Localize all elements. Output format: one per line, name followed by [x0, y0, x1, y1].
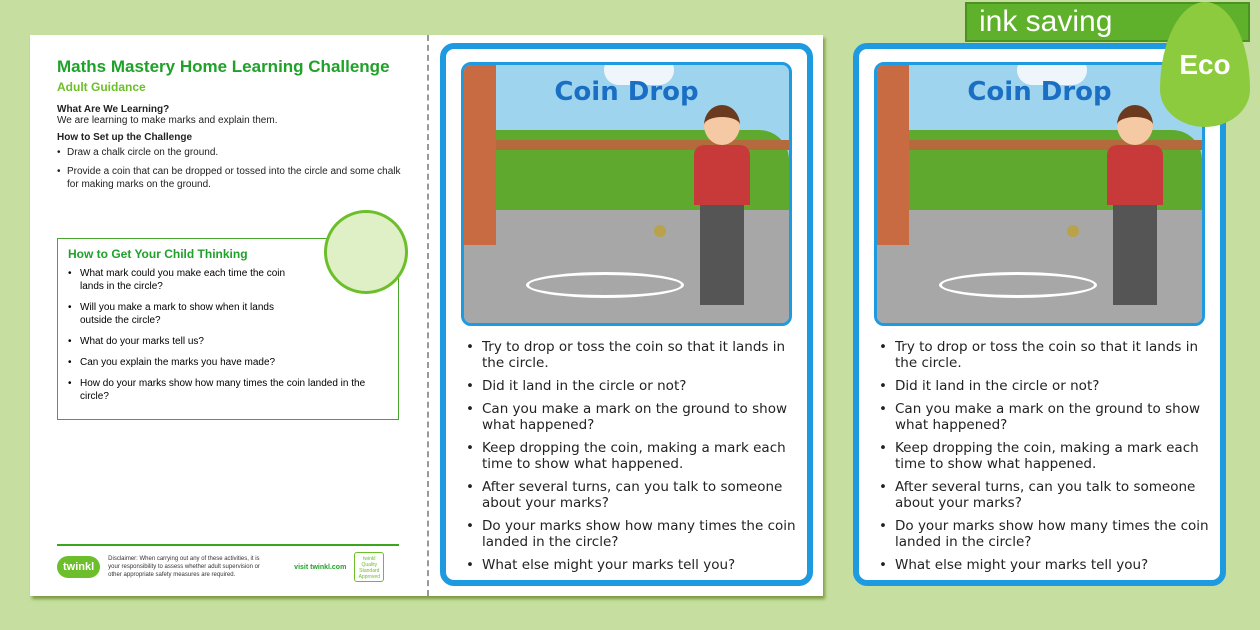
card-title: Coin Drop: [554, 77, 699, 107]
activity-card-copy: [853, 43, 1226, 586]
question: • What else might your marks tell you?: [466, 557, 796, 573]
question: • Did it land in the circle or not?: [879, 378, 1209, 394]
footer: [57, 544, 399, 582]
chalk-circle: [526, 272, 684, 298]
setup-heading: How to Set up the Challenge: [57, 132, 193, 143]
question: • Do your marks show how many times the coin landed in the circle?: [879, 518, 1209, 550]
question: • Did it land in the circle or not?: [466, 378, 796, 394]
question: • After several turns, can you talk to someone about your marks?: [466, 479, 796, 511]
card-title: Coin Drop: [967, 77, 1112, 107]
activity-card: [440, 43, 813, 586]
question: • Keep dropping the coin, making a mark each time to show what happened.: [879, 440, 1209, 472]
children-illustration: [324, 210, 408, 294]
eco-tag: Eco: [1179, 48, 1231, 80]
thinking-heading: How to Get Your Child Thinking: [68, 247, 248, 261]
thinking-item: • What do your marks tell us?: [68, 335, 388, 348]
coin-drop-illustration: [461, 62, 792, 326]
thinking-item: • How do your marks show how many times the coin landed in the circle?: [68, 377, 388, 403]
question: • After several turns, can you talk to someone about your marks?: [879, 479, 1209, 511]
learning-text: We are learning to make marks and explain them.: [57, 115, 278, 126]
twinkl-logo: twinkl: [57, 556, 100, 578]
ink-saving-label: ink saving: [979, 5, 1113, 38]
adult-guidance: [57, 57, 407, 197]
boy-figure: [686, 105, 756, 315]
question: • Can you make a mark on the ground to show what happened?: [879, 401, 1209, 433]
quality-badge: twinkl Quality Standard Approved: [354, 552, 384, 582]
thinking-item: • Will you make a mark to show when it lands outside the circle?: [68, 301, 308, 327]
question: • What else might your marks tell you?: [879, 557, 1209, 573]
setup-item: • Provide a coin that can be dropped or tossed into the circle and some chalk for making marks on the ground.: [57, 165, 407, 191]
disclaimer: Disclaimer: When carrying out any of these activities, it is your responsibility to assess whether adult supervision or other appropriate safety measures are required.: [108, 556, 260, 578]
question: • Do your marks show how many times the coin landed in the circle?: [466, 518, 796, 550]
question: • Can you make a mark on the ground to show what happened?: [466, 401, 796, 433]
fold-line: [427, 35, 429, 596]
coin-drop-illustration: [874, 62, 1205, 326]
learning-heading: What Are We Learning?: [57, 104, 170, 115]
coin-icon: [1067, 225, 1079, 237]
setup-item: • Draw a chalk circle on the ground.: [57, 146, 407, 159]
visit-link[interactable]: visit twinkl.com: [294, 563, 347, 571]
question: • Try to drop or toss the coin so that it lands in the circle.: [466, 339, 796, 371]
page-subtitle: Adult Guidance: [57, 80, 146, 94]
thinking-item: • What mark could you make each time the coin lands in the circle?: [68, 267, 308, 293]
question: • Try to drop or toss the coin so that it lands in the circle.: [879, 339, 1209, 371]
thinking-item: • Can you explain the marks you have made?: [68, 356, 388, 369]
question: • Keep dropping the coin, making a mark each time to show what happened.: [466, 440, 796, 472]
page-title: Maths Mastery Home Learning Challenge: [57, 57, 390, 76]
coin-icon: [654, 225, 666, 237]
chalk-circle: [939, 272, 1097, 298]
boy-figure: [1099, 105, 1169, 315]
